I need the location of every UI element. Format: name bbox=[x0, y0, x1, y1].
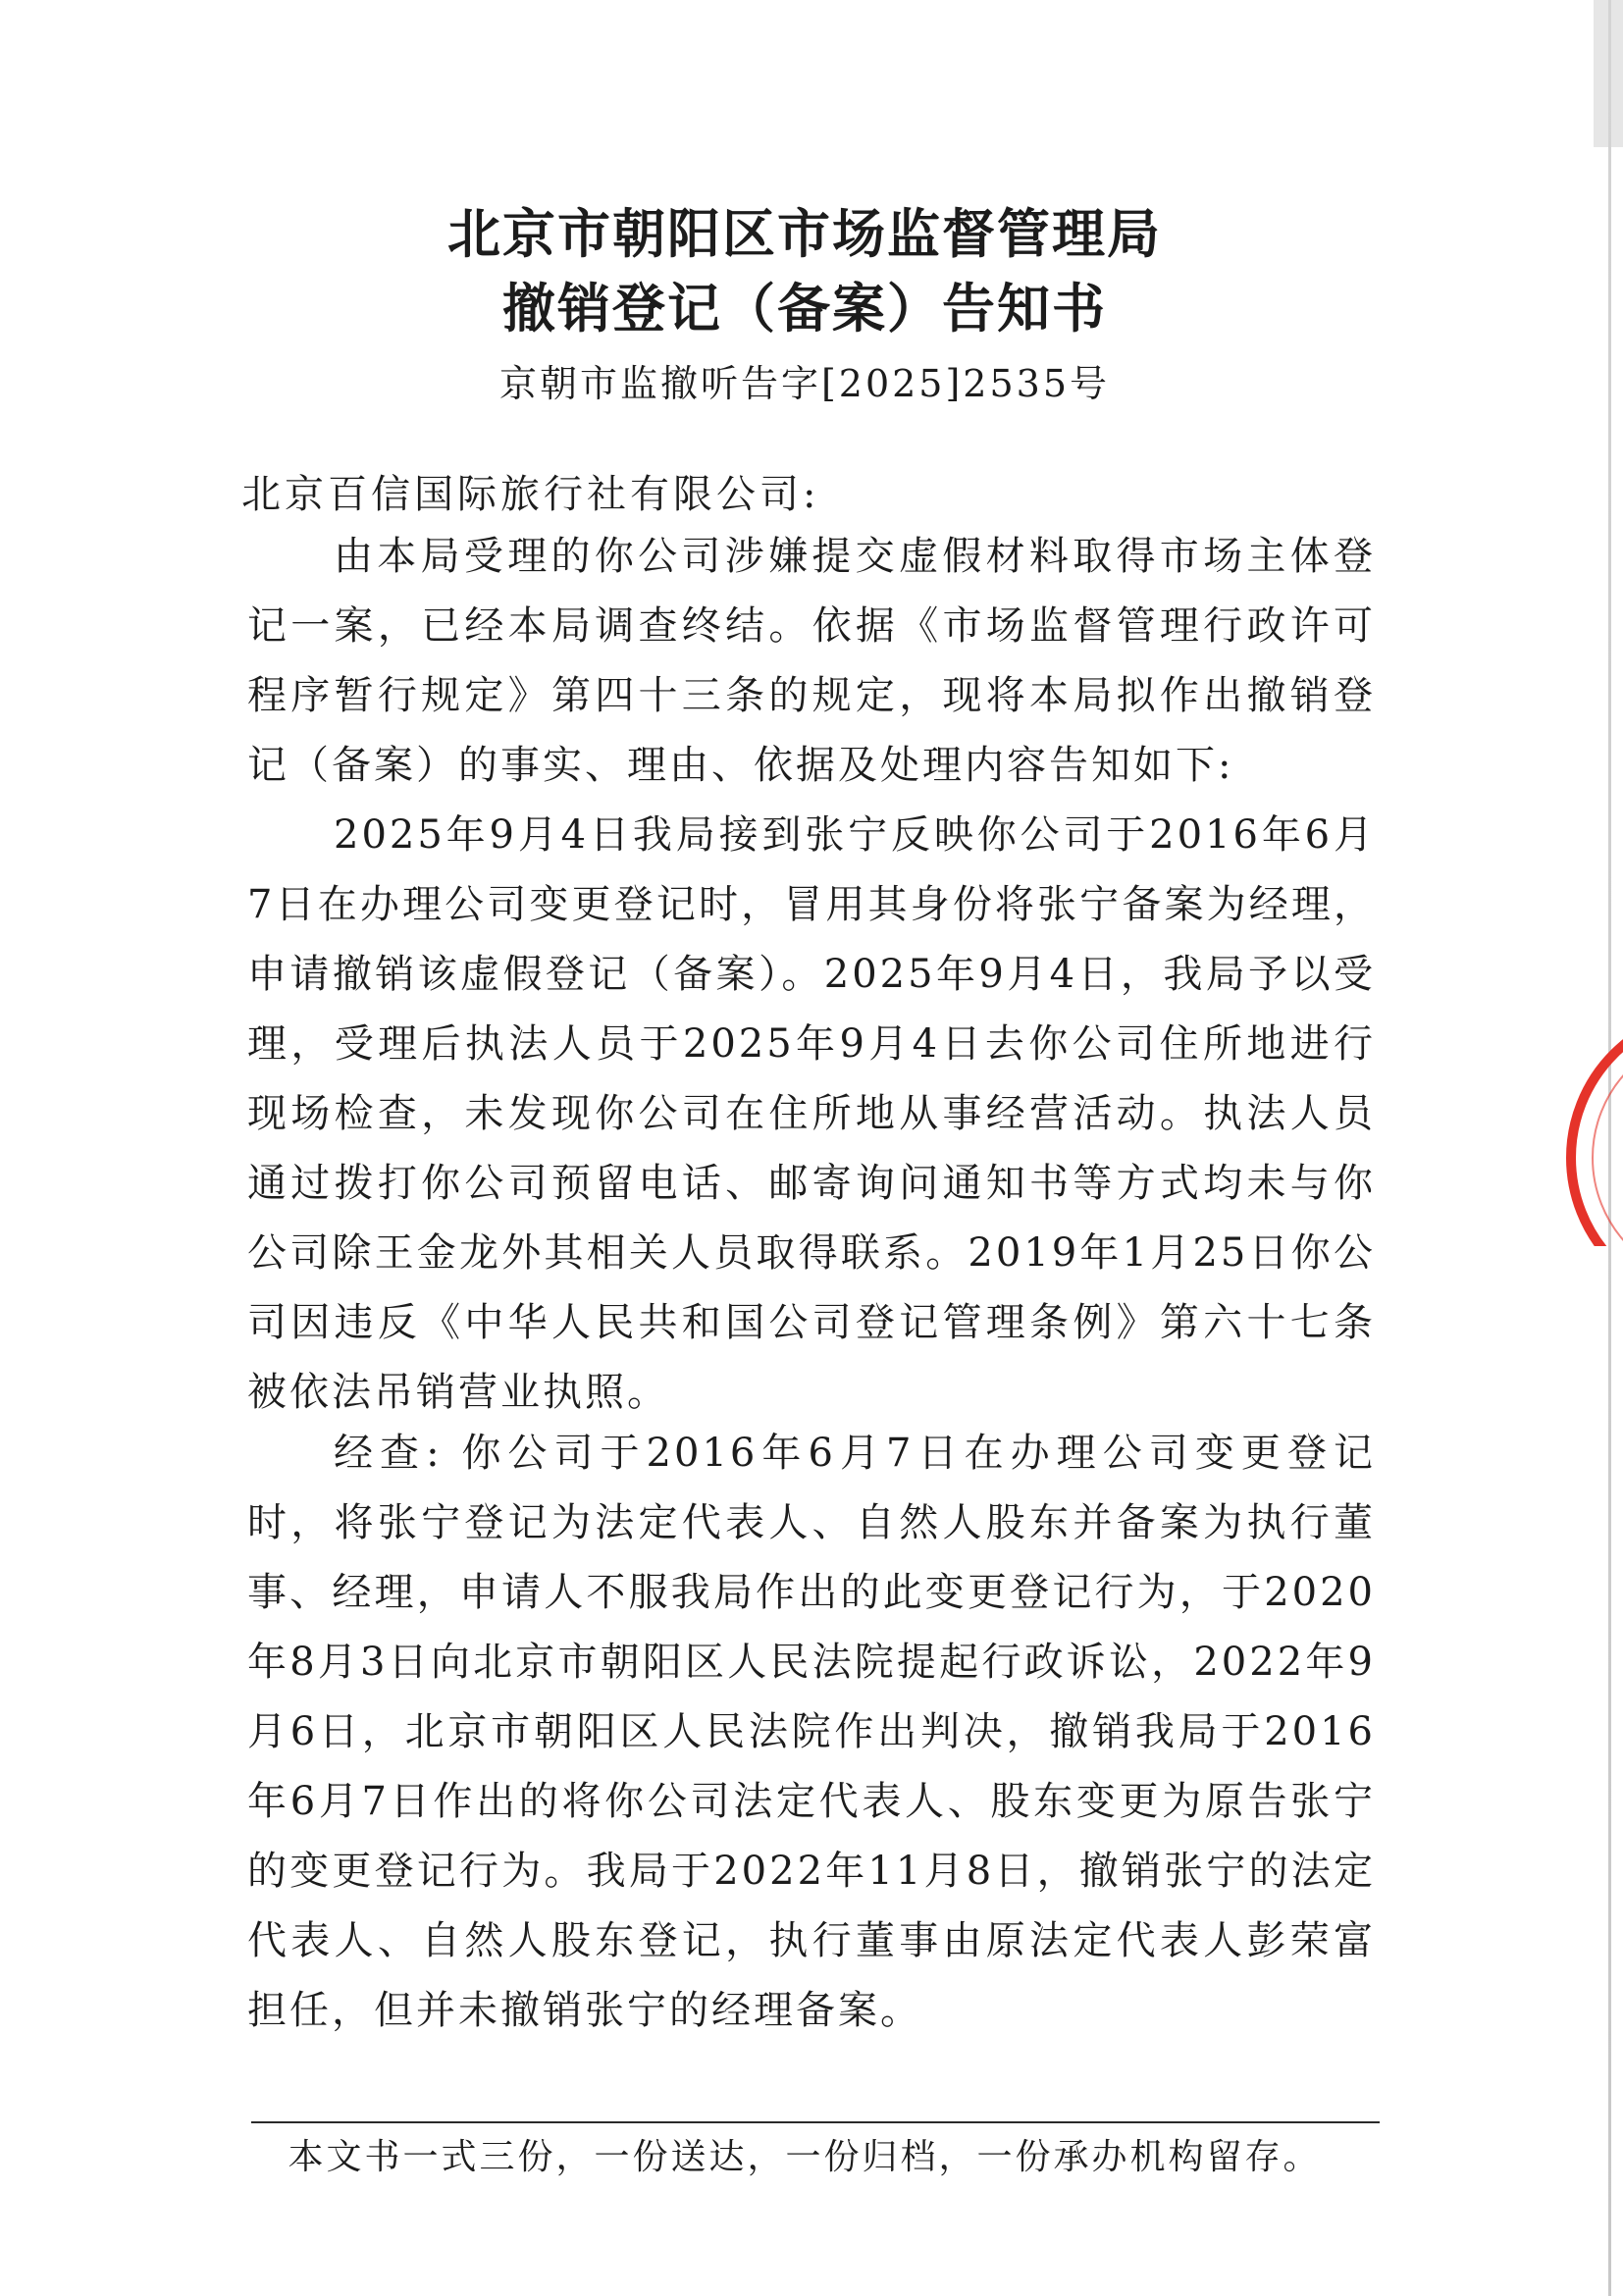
document-number: 京朝市监撤听告字[2025]2535号 bbox=[498, 362, 1111, 405]
paragraph-intro: 由本局受理的你公司涉嫌提交虚假材料取得市场主体登记一案，已经本局调查终结。依据《市场监督管理行政许可程序暂行规定》第四十三条的规定，现将本局拟作出撤销登记（备案）的事实、理由、依据及处理内容告知如下: bbox=[247, 534, 1376, 788]
official-seal bbox=[1556, 981, 1623, 1246]
document-title-line2: 撤销登记（备案）告知书 bbox=[502, 278, 1107, 339]
recipient: 北京百信国际旅行社有限公司: bbox=[241, 472, 820, 517]
document-title-line1: 北京市朝阳区市场监督管理局 bbox=[447, 203, 1162, 265]
paragraph-findings: 经查: 你公司于2016年6月7日在办理公司变更登记时，将张宁登记为法定代表人、自然人股东并备案为执行董事、经理，申请人不服我局作出的此变更登记行为，于2020年8月3日向北京市朝阳区人民法院提起行政诉讼，2022年9月6日，北京市朝阳区人民法院作出判决，撤销我局于2016年6月7日作出的将你公司法定代表人、股东变更为原告张宁的变更登记行为。我局于2022年11月8日，撤销张宁的法定代表人、自然人股东登记，执行董事由原法定代表人彭荣富担任，但并未撤销张宁的经理备案。 bbox=[247, 1431, 1376, 2033]
footer-note: 本文书一式三份，一份送达，一份归档，一份承办机构留存。 bbox=[288, 2137, 1322, 2177]
paragraph-facts: 2025年9月4日我局接到张宁反映你公司于2016年6月7日在办理公司变更登记时，冒用其身份将张宁备案为经理，申请撤销该虚假登记（备案）。2025年9月4日，我局予以受理，受理后执法人员于2025年9月4日去你公司住所地进行现场检查，未发现你公司在住所地从事经营活动。执法人员通过拨打你公司预留电话、邮寄询问通知书等方式均未与你公司除王金龙外其相关人员取得联系。2019年1月25日你公司因违反《中华人民共和国公司登记管理条例》第六十七条被依法吊销营业执照。 bbox=[247, 812, 1376, 1415]
footer-divider bbox=[251, 2121, 1380, 2123]
